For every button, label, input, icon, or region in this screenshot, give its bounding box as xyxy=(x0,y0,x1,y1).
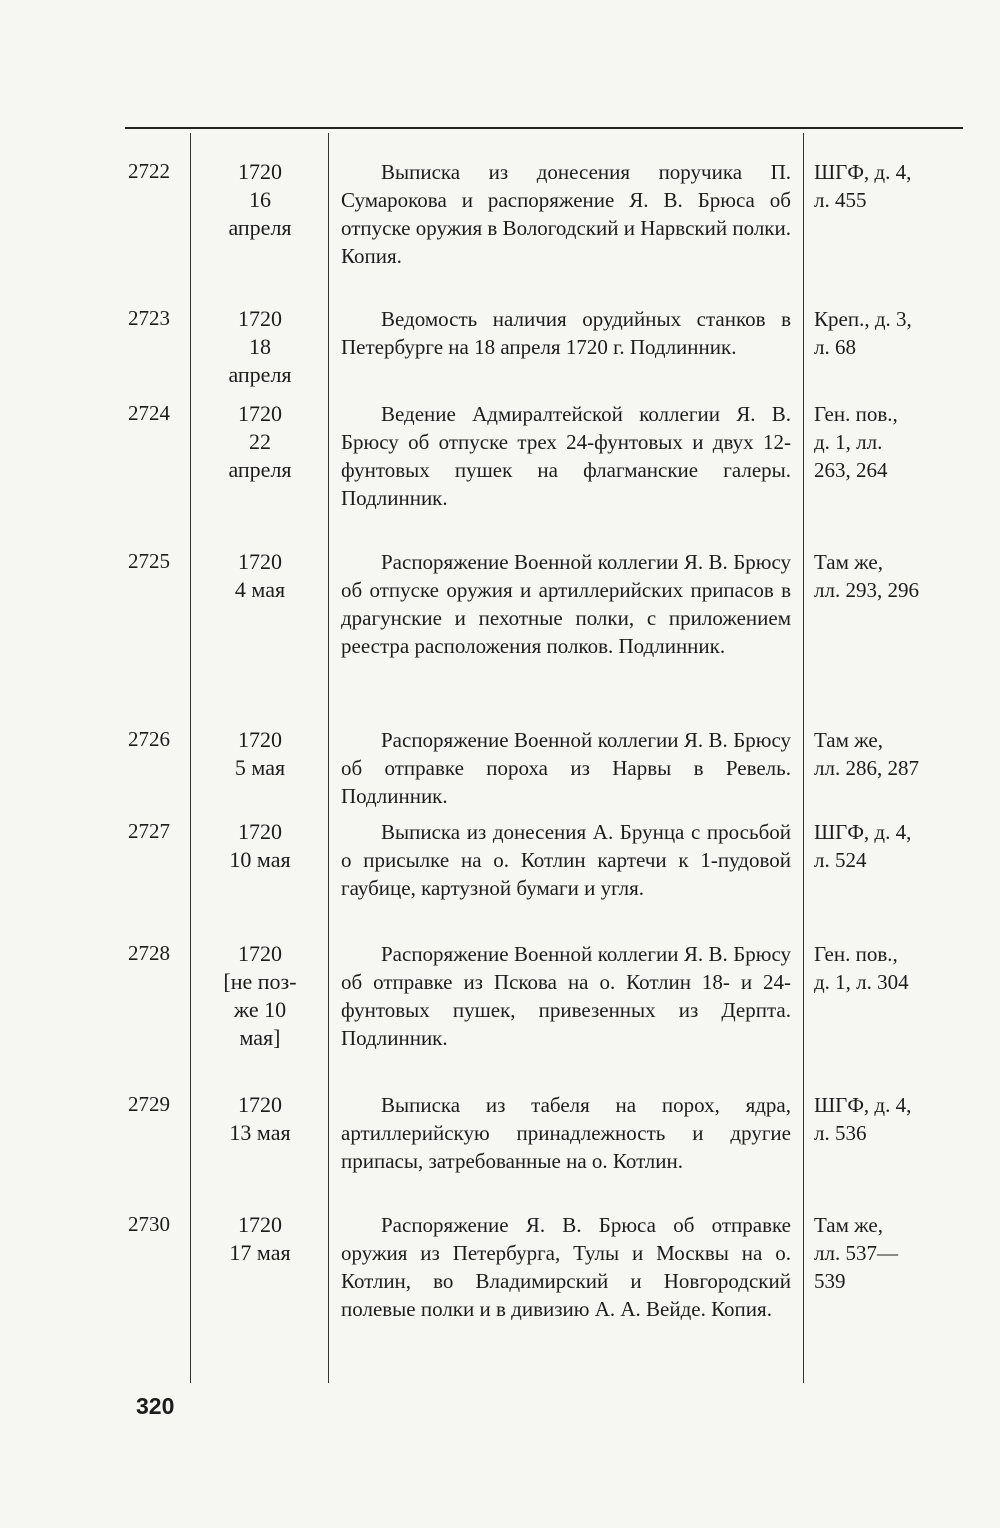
entry-date: 1720 5 мая xyxy=(234,727,286,780)
entry-date: 1720 4 мая xyxy=(234,549,286,602)
entry-source: Креп., д. 3, л. 68 xyxy=(814,307,912,359)
entry-source: ШГФ, д. 4, л. 536 xyxy=(814,1093,912,1145)
entry-description: Ведомость наличия орудийных станков в Петербурге на 18 апреля 1720 г. Подлинник. xyxy=(341,307,791,359)
column-divider xyxy=(190,133,191,1383)
entry-number: 2729 xyxy=(128,1092,170,1116)
entry-number: 2726 xyxy=(128,727,170,751)
entry-description: Распоряжение Военной коллегии Я. В. Брюсу об отправке пороха из Нарвы в Ревель. Подлинник. xyxy=(341,728,791,808)
entry-date: 1720 18 апреля xyxy=(228,306,292,387)
column-divider xyxy=(328,133,329,1383)
entry-description: Распоряжение Я. В. Брюса об отправке оружия из Петербурга, Тулы и Москвы на о. Котлин, во Владимирский и Новгородский полевые полки и в дивизию А. А. Вейде. Копия. xyxy=(341,1213,791,1321)
entry-description: Выписка из донесения поручика П. Сумарокова и распоряжение Я. В. Брюса об отпуске оружия в Вологодский и Нарвский полки. Копия. xyxy=(341,160,791,268)
entry-number: 2725 xyxy=(128,549,170,573)
entry-source: ШГФ, д. 4, л. 455 xyxy=(814,160,912,212)
entry-source: Ген. пов., д. 1, л. 304 xyxy=(814,942,909,994)
entry-description: Выписка из донесения А. Брунца с просьбой о присылке на о. Котлин картечи к 1-пудовой гаубице, картузной бумаги и угля. xyxy=(341,820,791,900)
entry-description: Распоряжение Военной коллегии Я. В. Брюсу об отпуске оружия и артиллерийских припасов в драгунские и пехотные полки, с приложением реестра расположения полков. Подлинник. xyxy=(341,550,791,658)
top-rule xyxy=(125,127,963,129)
entry-source: ШГФ, д. 4, л. 524 xyxy=(814,820,912,872)
entry-source: Там же, лл. 286, 287 xyxy=(814,728,919,780)
entry-source: Там же, лл. 537— 539 xyxy=(814,1213,898,1293)
entry-number: 2730 xyxy=(128,1212,170,1236)
entry-number: 2727 xyxy=(128,819,170,843)
entry-number: 2728 xyxy=(128,941,170,965)
entry-source: Там же, лл. 293, 296 xyxy=(814,550,919,602)
entry-date: 1720 13 мая xyxy=(229,1092,291,1145)
entry-number: 2724 xyxy=(128,401,170,425)
entry-date: 1720 16 апреля xyxy=(228,159,292,240)
entry-number: 2722 xyxy=(128,159,170,183)
page-number: 320 xyxy=(136,1393,175,1419)
entry-number: 2723 xyxy=(128,306,170,330)
entry-date: 1720 [не поз- же 10 мая] xyxy=(223,941,297,1050)
entry-date: 1720 17 мая xyxy=(229,1212,291,1265)
entry-date: 1720 10 мая xyxy=(229,819,291,872)
entry-source: Ген. пов., д. 1, лл. 263, 264 xyxy=(814,402,898,482)
column-divider xyxy=(803,133,804,1383)
entry-description: Ведение Адмиралтейской коллегии Я. В. Брюсу об отпуске трех 24-фунтовых и двух 12-фунтовых пушек на флагманские галеры. Подлинник. xyxy=(341,402,791,510)
entry-description: Выписка из табеля на порох, ядра, артиллерийскую принадлежность и другие припасы, затребованные на о. Котлин. xyxy=(341,1093,791,1173)
entry-date: 1720 22 апреля xyxy=(228,401,292,482)
entry-description: Распоряжение Военной коллегии Я. В. Брюсу об отправке из Пскова на о. Котлин 18- и 24-фунтовых пушек, привезенных из Дерпта. Подлинник. xyxy=(341,942,791,1050)
